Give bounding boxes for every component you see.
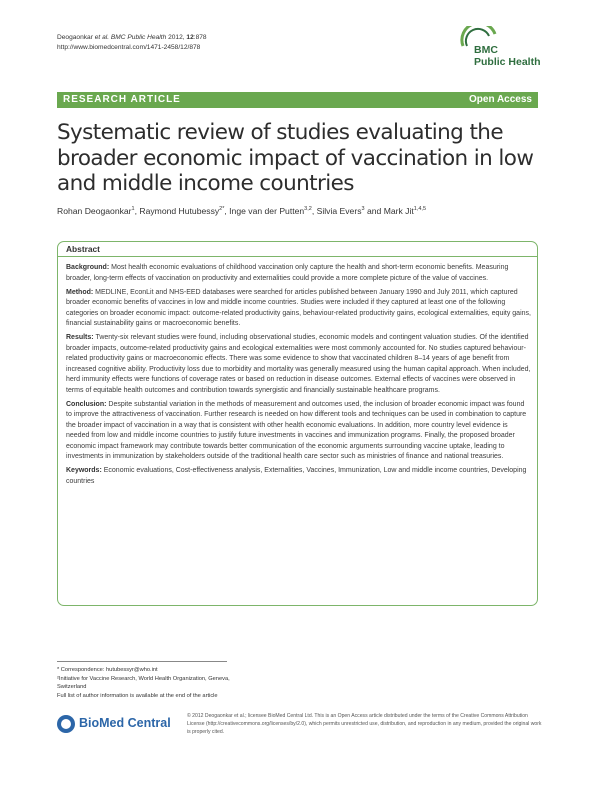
abstract-conclusion [66,400,532,463]
section-label: Keywords: [66,467,102,474]
abstract-background [66,263,532,284]
section-text: Twenty-six relevant studies were found, including observational studies, economic models and contingent valuation studies. Of the identified broader impacts, outcome-related productivity gains and ecological externalities were most commonly accounted for. No studies captured behaviour-related productivity gains or macroeconomic effects. There was some evidence to show that vaccinated children 8–14 years of age benefit from increased cognitive ability. Productivity loss due to morbidity and mortality was generally measured using the human capital approach. When included, herd immunity effects were functions of coverage rates or based on reduction in disease outcomes. External effects of vaccines were observed in terms of equitable health outcomes and contribution towards synergistic and financially sustainable healthcare programs. [66,334,531,394]
journal-logo-line-1: BMC [474,44,498,56]
affiliation-note-line-1: ²Initiative for Vaccine Research, World Health Organization, Geneva, [57,675,230,682]
publisher-logo-text: BioMed Central [79,716,171,730]
section-label: Background: [66,264,110,271]
author-affil: 2* [219,206,225,213]
abstract-keywords [66,466,532,487]
article-type: RESEARCH ARTICLE [63,94,181,105]
article-banner [57,92,538,108]
footnotes [57,666,287,700]
author-affil: 1 [131,206,135,213]
section-text: Despite substantial variation in the methods of measurement and outcomes used, the inclusion of broader economic impact was found to improve the attractiveness of vaccination. Further research is needed on how different tools and techniques can be used in combination to capture the broader impact of vaccination in a way that is consistent with other health economic evaluations. In addition, more country level evidence is needed from low and middle income countries to justify future investments in vaccines and immunization programs. Finally, the proposed broader economic impact framework may contribute towards better communication of the economic arguments surrounding vaccine uptake, leading to investments in immunization by stakeholders outside of the traditional health care sector such as ministries of finance and national treasuries. [66,400,527,460]
abstract-results [66,333,532,396]
citation-journal: et al. BMC Public Health [92,34,167,41]
correspondence-note: * Correspondence: hutubessyr@who.int [57,667,158,673]
journal-logo-line-2: Public Health [474,56,541,68]
section-text: Most health economic evaluations of childhood vaccination only capture the health and short-term economic benefits. Measuring broader, long-term effects of vaccination on productivity and externalities could provide a more complete picture of the value of vaccines. [66,264,509,282]
author-name: Silvia Evers [316,206,362,216]
open-access-label: Open Access [469,94,532,105]
section-label: Results: [66,334,94,341]
citation-year: 2012, [166,34,187,41]
author-name: Mark Jit [383,206,414,216]
affiliation-note-line-2: Switzerland [57,684,87,691]
author-info-note: Full list of author information is available at the end of the article [57,692,218,699]
author-name: Inge van der Putten [229,206,305,216]
citation-header [57,33,207,53]
footnote-divider [57,661,227,662]
citation-volume: 12 [186,34,194,41]
section-text: Economic evaluations, Cost-effectiveness analysis, Externalities, Vaccines, Immunization, Low and middle income countries, Developing countries [66,467,527,485]
author-name: Raymond Hutubessy [139,206,220,216]
author-name: Rohan Deogaonkar [57,206,132,216]
biomed-central-icon [57,715,75,733]
section-label: Method: [66,288,94,296]
citation-author: Deogaonkar [57,34,93,41]
journal-logo [459,26,545,70]
author-sep: , [134,206,140,216]
author-sep: , [311,206,317,216]
publisher-logo [57,713,177,735]
author-affil: 1,4,5 [413,206,426,213]
abstract-methods [66,288,532,330]
section-text: MEDLINE, EconLit and NHS-EED databases were searched for articles published between January 1990 and July 2011, which captured broader economic benefits of vaccines in low and middle income countries. Studies were included if they captured at least one of the following categories on broader economic impact: outcome-related productivity gains, behaviour-related productivity gains, ecological externalities, equity gains, financial sustainability gains or macroeconomic benefits. [66,288,531,327]
author-and: and [364,206,384,216]
abstract-heading: Abstract [66,244,100,254]
section-label: Conclusion: [66,400,107,408]
abstract-header [58,242,537,257]
citation-page: :878 [193,34,207,41]
author-sep: , [224,206,230,216]
citation-line-1 [57,33,207,43]
abstract-body [66,263,532,491]
author-affil: 3 [361,206,365,213]
author-affil: 3,2 [304,206,312,213]
license-text: © 2012 Deogaonkar et al.; licensee BioMed Central Ltd. This is an Open Access article distributed under the terms of the Creative Commons Attribution License (http://creativecommons.org/licenses/by/2.0), which permits unrestricted use, distribution, and reproduction in any medium, provided the original work is properly cited. [187,713,542,735]
article-title: Systematic review of studies evaluating the broader economic impact of vaccination in low and middle income countries [57,120,534,196]
author-list [57,206,426,216]
citation-url[interactable]: http://www.biomedcentral.com/1471-2458/12/878 [57,44,201,51]
abstract-box [57,241,538,606]
